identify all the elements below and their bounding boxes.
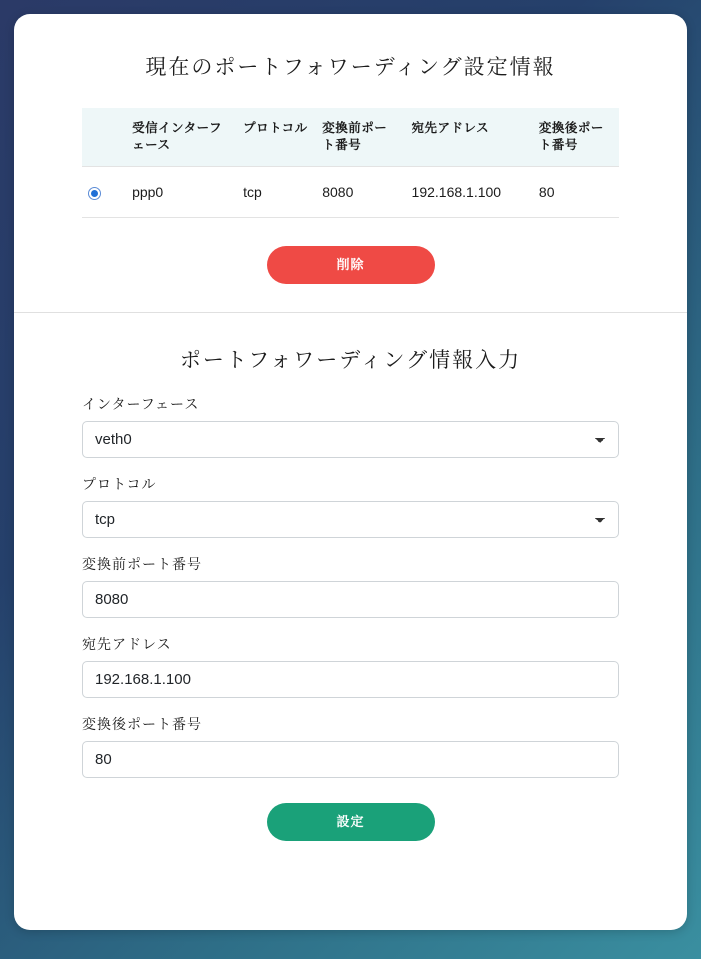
label-dst-port: 変換後ポート番号 — [82, 715, 202, 732]
label-interface: インターフェース — [82, 395, 200, 412]
form-title: ポートフォワーディング情報入力 — [179, 348, 522, 372]
label-protocol: プロトコル — [82, 475, 157, 492]
row-src-port: 8080 — [316, 166, 405, 217]
submit-button-row — [82, 803, 619, 841]
field-dst-port — [82, 714, 619, 778]
main-card — [14, 14, 687, 930]
delete-button-row — [14, 246, 687, 284]
row-protocol: tcp — [237, 166, 316, 217]
dst-address-input[interactable] — [82, 661, 619, 698]
row-select-cell[interactable] — [82, 166, 126, 217]
table-header-interface: 受信インターフェース — [126, 108, 237, 166]
field-src-port — [82, 554, 619, 618]
table-header-dst-port: 変換後ポート番号 — [533, 108, 619, 166]
label-dst-address: 宛先アドレス — [82, 635, 172, 652]
interface-select[interactable] — [82, 421, 619, 458]
table-header-src-port: 変換前ポート番号 — [316, 108, 405, 166]
port-forwarding-table — [82, 108, 619, 218]
row-dst-port: 80 — [533, 166, 619, 217]
table-body — [82, 166, 619, 217]
table-head — [82, 108, 619, 166]
port-forwarding-table-wrap — [82, 108, 619, 218]
table-header-select — [82, 108, 126, 166]
delete-button[interactable]: 削除 — [267, 246, 435, 284]
field-dst-address — [82, 634, 619, 698]
current-settings-section — [14, 14, 687, 313]
submit-button[interactable]: 設定 — [267, 803, 435, 841]
table-row — [82, 166, 619, 217]
radio-button-icon[interactable] — [88, 187, 101, 200]
table-header-protocol: プロトコル — [237, 108, 316, 166]
table-header-row — [82, 108, 619, 166]
form-section — [14, 313, 687, 841]
src-port-input[interactable] — [82, 581, 619, 618]
field-protocol — [82, 474, 619, 538]
protocol-select[interactable] — [82, 501, 619, 538]
field-interface — [82, 394, 619, 458]
table-header-dst-address: 宛先アドレス — [406, 108, 533, 166]
row-interface: ppp0 — [126, 166, 237, 217]
row-dst-address: 192.168.1.100 — [406, 166, 533, 217]
port-forwarding-form — [14, 394, 687, 841]
label-src-port: 変換前ポート番号 — [82, 555, 202, 572]
dst-port-input[interactable] — [82, 741, 619, 778]
page-title: 現在のポートフォワーディング設定情報 — [145, 56, 556, 79]
